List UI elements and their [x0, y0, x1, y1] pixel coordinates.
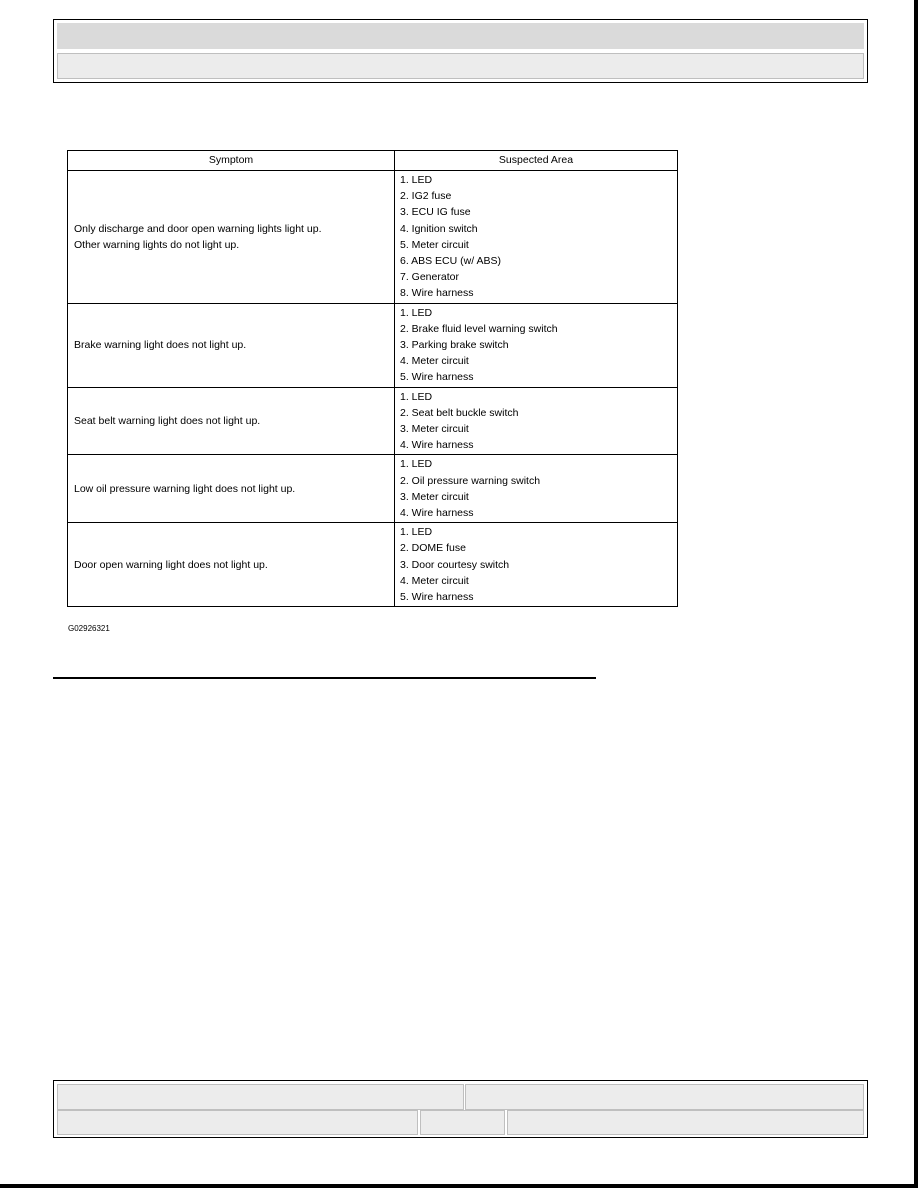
table-row: [68, 455, 678, 523]
symptom-column-header: Symptom: [68, 151, 395, 171]
symptom-text: Seat belt warning light does not light up.: [74, 414, 261, 427]
symptom-text: Door open warning light does not light up.: [74, 558, 268, 571]
figure-id: G02926321: [68, 624, 110, 633]
suspected-area-item: 1. LED: [400, 458, 433, 471]
symptom-text: Low oil pressure warning light does not light up.: [74, 482, 296, 495]
suspected-area-item: 5. Wire harness: [400, 591, 474, 604]
suspected-area-item: 2. Brake fluid level warning switch: [400, 322, 558, 335]
suspected-area-item: 1. LED: [400, 174, 433, 186]
suspected-area-item: 4. Ignition switch: [400, 222, 478, 235]
suspected-area-column-header: Suspected Area: [395, 151, 678, 171]
header-subtitle-bar: [57, 53, 864, 79]
suspected-area-item: 4. Wire harness: [400, 507, 474, 520]
symptom-cell: [68, 387, 395, 455]
section-divider: [53, 677, 596, 679]
symptom-cell: [68, 171, 395, 304]
footer-cell-right: [465, 1084, 864, 1110]
suspected-area-item: 4. Meter circuit: [400, 355, 469, 368]
footer-cell-bottom-right: [507, 1110, 864, 1135]
table-row: [68, 171, 678, 304]
suspected-area-cell: [395, 455, 678, 523]
symptom-cell: [68, 523, 395, 607]
table-row: [68, 387, 678, 455]
suspected-area-item: 1. LED: [400, 306, 433, 319]
table-header-row: [68, 151, 678, 171]
suspected-area-item: 3. Door courtesy switch: [400, 558, 510, 571]
footer-cell-bottom-middle: [420, 1110, 505, 1135]
suspected-area-item: 2. IG2 fuse: [400, 190, 452, 203]
symptom-cell: [68, 303, 395, 387]
suspected-area-item: 5. Meter circuit: [400, 238, 469, 251]
suspected-area-item: 3. Meter circuit: [400, 490, 469, 503]
suspected-area-cell: [395, 303, 678, 387]
symptom-text: Brake warning light does not light up.: [74, 339, 247, 352]
symptom-text: Other warning lights do not light up.: [74, 238, 240, 251]
suspected-area-item: 2. DOME fuse: [400, 542, 466, 555]
suspected-area-item: 3. ECU IG fuse: [400, 206, 471, 219]
suspected-area-cell: [395, 523, 678, 607]
suspected-area-cell: [395, 171, 678, 304]
suspected-area-item: 4. Wire harness: [400, 439, 474, 452]
suspected-area-cell: [395, 387, 678, 455]
symptom-cell: [68, 455, 395, 523]
suspected-area-item: 2. Seat belt buckle switch: [400, 406, 519, 419]
suspected-area-item: 2. Oil pressure warning switch: [400, 474, 541, 487]
suspected-area-item: 1. LED: [400, 526, 433, 539]
suspected-area-item: 4. Meter circuit: [400, 574, 469, 587]
footer-cell-left: [57, 1084, 464, 1110]
page-footer: [53, 1080, 868, 1138]
suspected-area-item: 3. Parking brake switch: [400, 339, 509, 352]
table-row: [68, 303, 678, 387]
suspected-area-item: 1. LED: [400, 390, 433, 403]
suspected-area-item: 7. Generator: [400, 271, 459, 284]
suspected-area-item: 3. Meter circuit: [400, 423, 469, 436]
suspected-area-item: 5. Wire harness: [400, 371, 474, 384]
symptom-text: Only discharge and door open warning lights light up.: [74, 222, 322, 235]
suspected-area-item: 8. Wire harness: [400, 287, 474, 300]
page-header: [53, 19, 868, 83]
footer-cell-bottom-left: [57, 1110, 418, 1135]
header-title-bar: [57, 23, 864, 49]
suspected-area-item: 6. ABS ECU (w/ ABS): [400, 255, 501, 268]
table-row: [68, 523, 678, 607]
problem-symptoms-table: [67, 150, 678, 607]
